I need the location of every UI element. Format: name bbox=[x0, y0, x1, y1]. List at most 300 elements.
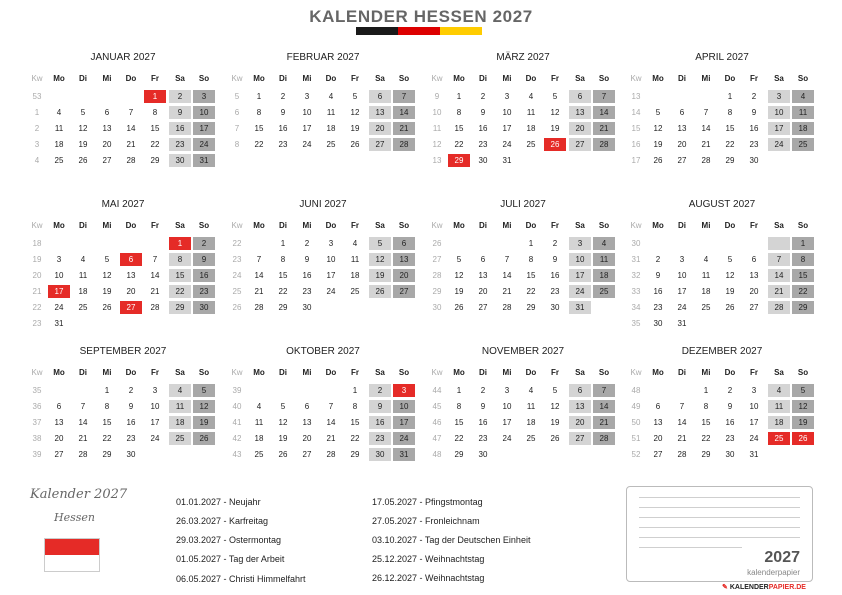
day-cell: 3 bbox=[193, 90, 215, 103]
weekday-header: Mo bbox=[652, 74, 664, 83]
weekday-header: Sa bbox=[774, 74, 784, 83]
day-cell: 26 bbox=[454, 303, 464, 312]
day-cell: 27 bbox=[369, 138, 391, 151]
month-block bbox=[627, 197, 817, 327]
weekday-header: Fr bbox=[351, 221, 359, 230]
day-cell: 17 bbox=[326, 271, 336, 280]
day-cell: 17 bbox=[193, 122, 215, 135]
week-number-header: Kw bbox=[431, 221, 443, 230]
weekday-header: Sa bbox=[375, 368, 385, 377]
week-number: 30 bbox=[631, 239, 641, 248]
day-cell: 22 bbox=[526, 287, 536, 296]
weekday-header: Mi bbox=[502, 74, 512, 83]
weekday-header: Do bbox=[525, 74, 537, 83]
day-cell: 13 bbox=[393, 253, 415, 266]
day-cell: 16 bbox=[725, 418, 735, 427]
day-cell: 1 bbox=[792, 237, 814, 250]
weekday-header: Mi bbox=[302, 368, 312, 377]
flag-stripe-gold bbox=[440, 27, 482, 35]
day-cell: 29 bbox=[102, 450, 112, 459]
day-cell: 20 bbox=[302, 434, 312, 443]
day-cell: 11 bbox=[326, 108, 336, 117]
day-cell: 27 bbox=[569, 432, 591, 445]
day-cell: 3 bbox=[751, 386, 757, 395]
day-cell: 25 bbox=[768, 432, 790, 445]
day-cell: 2 bbox=[480, 386, 486, 395]
month-name: MAI 2027 bbox=[101, 199, 145, 210]
month-name: NOVEMBER 2027 bbox=[481, 346, 565, 357]
day-cell: 16 bbox=[193, 269, 215, 282]
day-cell: 9 bbox=[280, 108, 286, 117]
day-cell: 12 bbox=[725, 271, 735, 280]
day-cell: 25 bbox=[78, 303, 88, 312]
day-cell: 26 bbox=[544, 138, 566, 151]
weekday-header: Di bbox=[279, 368, 287, 377]
day-cell: 6 bbox=[679, 108, 685, 117]
week-number: 17 bbox=[631, 156, 641, 165]
hessen-flag-bottom bbox=[45, 555, 99, 571]
week-number-header: Kw bbox=[431, 74, 443, 83]
day-cell: 14 bbox=[126, 124, 136, 133]
day-cell: 4 bbox=[56, 108, 62, 117]
flag-stripe-black bbox=[356, 27, 398, 35]
day-cell: 11 bbox=[526, 108, 536, 117]
day-cell: 23 bbox=[126, 434, 136, 443]
day-cell: 12 bbox=[792, 400, 814, 413]
day-cell: 5 bbox=[280, 402, 286, 411]
day-cell: 25 bbox=[526, 434, 536, 443]
day-cell: 19 bbox=[193, 416, 215, 429]
day-cell: 29 bbox=[448, 154, 470, 167]
week-number: 33 bbox=[631, 287, 641, 296]
weekday-header: Sa bbox=[575, 368, 585, 377]
weekday-header: Mi bbox=[701, 74, 711, 83]
weekday-header: Di bbox=[479, 368, 487, 377]
day-cell: 15 bbox=[454, 418, 464, 427]
day-cell: 20 bbox=[749, 287, 759, 296]
week-number-header: Kw bbox=[231, 221, 243, 230]
month-name: AUGUST 2027 bbox=[688, 199, 756, 210]
day-cell: 8 bbox=[152, 108, 158, 117]
week-number: 8 bbox=[234, 140, 240, 149]
week-number: 19 bbox=[32, 255, 42, 264]
day-cell: 6 bbox=[104, 108, 110, 117]
day-cell: 23 bbox=[278, 140, 288, 149]
weekday-header: Do bbox=[125, 74, 137, 83]
day-cell: 5 bbox=[552, 386, 558, 395]
day-cell: 23 bbox=[749, 140, 759, 149]
day-cell: 25 bbox=[593, 285, 615, 298]
holiday-item: 01.01.2027 - Neujahr bbox=[176, 497, 261, 507]
month-block bbox=[228, 197, 418, 327]
weekday-header: Mo bbox=[53, 221, 65, 230]
day-cell: 17 bbox=[502, 124, 512, 133]
day-cell: 21 bbox=[677, 434, 687, 443]
day-cell: 21 bbox=[768, 285, 790, 298]
day-cell: 9 bbox=[751, 108, 757, 117]
day-cell: 6 bbox=[569, 90, 591, 103]
weekday-header: So bbox=[598, 74, 610, 83]
weekday-header: So bbox=[598, 368, 610, 377]
month-block bbox=[627, 50, 817, 180]
day-cell: 25 bbox=[254, 450, 264, 459]
day-cell: 21 bbox=[326, 434, 336, 443]
day-cell: 27 bbox=[749, 303, 759, 312]
weekday-header: Mo bbox=[53, 368, 65, 377]
brand-pen-icon: ✎ bbox=[722, 584, 728, 591]
week-number-header: Kw bbox=[630, 221, 642, 230]
day-cell: 9 bbox=[169, 106, 191, 119]
week-number: 10 bbox=[432, 108, 442, 117]
week-number: 48 bbox=[432, 450, 442, 459]
day-cell: 2 bbox=[655, 255, 661, 264]
day-cell: 14 bbox=[593, 106, 615, 119]
month-name: JULI 2027 bbox=[500, 199, 546, 210]
day-cell: 18 bbox=[326, 124, 336, 133]
day-cell: 8 bbox=[792, 253, 814, 266]
day-cell: 14 bbox=[768, 269, 790, 282]
notes-year: 2027 bbox=[764, 549, 800, 566]
day-cell: 23 bbox=[478, 140, 488, 149]
day-cell: 13 bbox=[126, 271, 136, 280]
day-cell: 4 bbox=[593, 237, 615, 250]
notes-line bbox=[639, 527, 800, 528]
weekday-header: Mo bbox=[253, 221, 265, 230]
week-number: 23 bbox=[32, 319, 42, 328]
week-number: 22 bbox=[32, 303, 42, 312]
day-cell: 21 bbox=[502, 287, 512, 296]
day-cell: 30 bbox=[478, 156, 488, 165]
day-cell: 8 bbox=[256, 108, 262, 117]
day-cell: 31 bbox=[393, 448, 415, 461]
weekday-header: So bbox=[797, 368, 809, 377]
month-block bbox=[428, 50, 618, 180]
weekday-header: Do bbox=[325, 74, 337, 83]
day-cell: 2 bbox=[480, 92, 486, 101]
day-cell: 19 bbox=[350, 124, 360, 133]
month-name: MÄRZ 2027 bbox=[496, 52, 550, 63]
day-cell: 19 bbox=[278, 434, 288, 443]
weekday-header: So bbox=[198, 221, 210, 230]
day-cell: 5 bbox=[655, 108, 661, 117]
day-cell: 24 bbox=[326, 287, 336, 296]
day-cell: 24 bbox=[677, 303, 687, 312]
day-cell: 7 bbox=[256, 255, 262, 264]
weekday-header: So bbox=[398, 221, 410, 230]
day-cell: 24 bbox=[393, 432, 415, 445]
day-cell: 6 bbox=[569, 384, 591, 397]
day-cell: 18 bbox=[701, 287, 711, 296]
day-cell: 23 bbox=[369, 432, 391, 445]
day-cell: 12 bbox=[278, 418, 288, 427]
week-number: 40 bbox=[232, 402, 242, 411]
calendar-title: KALENDER HESSEN 2027 bbox=[309, 7, 533, 26]
day-cell: 25 bbox=[792, 138, 814, 151]
month-name: JANUAR 2027 bbox=[90, 52, 156, 63]
day-cell: 28 bbox=[701, 156, 711, 165]
notes-line bbox=[639, 507, 800, 508]
day-cell: 9 bbox=[655, 271, 661, 280]
week-number: 48 bbox=[631, 386, 641, 395]
day-cell: 7 bbox=[593, 384, 615, 397]
week-number: 13 bbox=[432, 156, 442, 165]
day-cell: 26 bbox=[350, 140, 360, 149]
day-cell: 26 bbox=[369, 285, 391, 298]
day-cell: 10 bbox=[502, 108, 512, 117]
day-cell: 1 bbox=[169, 237, 191, 250]
day-cell: 28 bbox=[78, 450, 88, 459]
weekday-header: Mi bbox=[302, 74, 312, 83]
day-cell: 10 bbox=[569, 253, 591, 266]
week-number: 26 bbox=[232, 303, 242, 312]
day-cell: 31 bbox=[677, 319, 687, 328]
day-cell: 2 bbox=[280, 92, 286, 101]
weekday-header: Fr bbox=[551, 74, 559, 83]
day-cell: 18 bbox=[350, 271, 360, 280]
day-cell: 12 bbox=[193, 400, 215, 413]
day-cell: 1 bbox=[256, 92, 262, 101]
day-cell: 22 bbox=[254, 140, 264, 149]
day-cell: 18 bbox=[792, 122, 814, 135]
day-cell: 3 bbox=[679, 255, 685, 264]
week-number: 22 bbox=[232, 239, 242, 248]
day-cell: 14 bbox=[677, 418, 687, 427]
day-cell: 5 bbox=[193, 384, 215, 397]
weekday-header: Mi bbox=[102, 74, 112, 83]
day-cell: 25 bbox=[350, 287, 360, 296]
day-cell: 25 bbox=[526, 140, 536, 149]
day-cell: 30 bbox=[302, 303, 312, 312]
day-cell: 24 bbox=[502, 434, 512, 443]
week-number-header: Kw bbox=[31, 368, 43, 377]
notes-line bbox=[639, 517, 800, 518]
day-cell: 18 bbox=[54, 140, 64, 149]
day-cell: 14 bbox=[150, 271, 160, 280]
day-cell: 15 bbox=[526, 271, 536, 280]
day-cell: 20 bbox=[569, 416, 591, 429]
holiday-item: 29.03.2027 - Ostermontag bbox=[176, 535, 282, 545]
weekday-header: Di bbox=[678, 221, 686, 230]
day-cell: 10 bbox=[393, 400, 415, 413]
day-cell: 27 bbox=[302, 450, 312, 459]
brand-logo[interactable] bbox=[722, 583, 806, 591]
day-cell: 17 bbox=[768, 122, 790, 135]
day-cell: 5 bbox=[552, 92, 558, 101]
weekday-header: Do bbox=[525, 221, 537, 230]
hessen-flag-top bbox=[45, 539, 99, 555]
weekday-header: Do bbox=[724, 368, 736, 377]
day-cell: 8 bbox=[456, 108, 462, 117]
day-cell: 8 bbox=[280, 255, 286, 264]
month-block bbox=[28, 50, 218, 180]
day-cell: 6 bbox=[369, 90, 391, 103]
weekday-header: Fr bbox=[750, 368, 758, 377]
day-cell: 7 bbox=[504, 255, 510, 264]
weekday-header: Do bbox=[325, 368, 337, 377]
day-cell: 13 bbox=[54, 418, 64, 427]
day-cell: 23 bbox=[653, 303, 663, 312]
day-cell: 10 bbox=[502, 402, 512, 411]
month-name: FEBRUAR 2027 bbox=[286, 52, 360, 63]
day-cell: 4 bbox=[792, 90, 814, 103]
day-cell: 28 bbox=[150, 303, 160, 312]
day-cell: 1 bbox=[456, 386, 462, 395]
day-cell: 24 bbox=[502, 140, 512, 149]
weekday-header: Mi bbox=[102, 221, 112, 230]
weekday-header: So bbox=[198, 74, 210, 83]
day-cell: 6 bbox=[120, 253, 142, 266]
day-cell: 28 bbox=[768, 301, 790, 314]
day-cell: 21 bbox=[393, 122, 415, 135]
weekday-header: Sa bbox=[575, 74, 585, 83]
holiday-item: 26.03.2027 - Karfreitag bbox=[176, 516, 269, 526]
day-cell: 29 bbox=[169, 301, 191, 314]
day-cell: 8 bbox=[169, 253, 191, 266]
week-number-header: Kw bbox=[630, 74, 642, 83]
month-block bbox=[228, 50, 418, 180]
day-cell: 22 bbox=[725, 140, 735, 149]
day-cell: 9 bbox=[552, 255, 558, 264]
day-cell: 29 bbox=[454, 450, 464, 459]
day-cell: 17 bbox=[302, 124, 312, 133]
day-cell: 30 bbox=[169, 154, 191, 167]
weekday-header: Di bbox=[479, 221, 487, 230]
flag-stripe-red bbox=[398, 27, 440, 35]
weekday-header: Mo bbox=[453, 368, 465, 377]
day-cell: 6 bbox=[480, 255, 486, 264]
weekday-header: Mi bbox=[502, 368, 512, 377]
weekday-header: Di bbox=[79, 221, 87, 230]
day-cell: 27 bbox=[54, 450, 64, 459]
day-cell: 29 bbox=[278, 303, 288, 312]
day-cell: 30 bbox=[725, 450, 735, 459]
week-number: 35 bbox=[631, 319, 641, 328]
week-number: 31 bbox=[631, 255, 641, 264]
day-cell: 7 bbox=[703, 108, 709, 117]
weekday-header: Sa bbox=[774, 368, 784, 377]
day-cell: 4 bbox=[169, 384, 191, 397]
day-cell: 12 bbox=[454, 271, 464, 280]
day-cell: 26 bbox=[278, 450, 288, 459]
day-cell: 10 bbox=[54, 271, 64, 280]
weekday-header: Di bbox=[79, 368, 87, 377]
month-name: SEPTEMBER 2027 bbox=[79, 346, 167, 357]
weekday-header: So bbox=[198, 368, 210, 377]
day-cell: 29 bbox=[792, 301, 814, 314]
week-number: 25 bbox=[232, 287, 242, 296]
weekday-header: Sa bbox=[175, 74, 185, 83]
weekday-header: Fr bbox=[750, 221, 758, 230]
day-cell: 13 bbox=[102, 124, 112, 133]
day-cell: 6 bbox=[751, 255, 757, 264]
weekday-header: Sa bbox=[575, 221, 585, 230]
week-number: 12 bbox=[432, 140, 442, 149]
holiday-item: 01.05.2027 - Tag der Arbeit bbox=[176, 554, 285, 564]
month-block bbox=[28, 344, 218, 474]
day-cell: 20 bbox=[126, 287, 136, 296]
day-cell: 3 bbox=[504, 386, 510, 395]
day-cell: 31 bbox=[502, 156, 512, 165]
day-cell: 27 bbox=[102, 156, 112, 165]
german-flag-bar bbox=[356, 27, 482, 35]
weekday-header: Mo bbox=[53, 74, 65, 83]
day-cell: 12 bbox=[653, 124, 663, 133]
weekday-header: Mo bbox=[652, 368, 664, 377]
day-cell: 21 bbox=[593, 122, 615, 135]
day-cell: 11 bbox=[768, 400, 790, 413]
day-cell: 10 bbox=[302, 108, 312, 117]
week-number-header: Kw bbox=[431, 368, 443, 377]
day-cell: 27 bbox=[120, 301, 142, 314]
day-cell: 11 bbox=[792, 106, 814, 119]
day-cell: 15 bbox=[701, 418, 711, 427]
month-block bbox=[228, 344, 418, 474]
day-cell: 18 bbox=[768, 416, 790, 429]
week-number: 38 bbox=[32, 434, 42, 443]
day-cell: 1 bbox=[104, 386, 110, 395]
week-number: 15 bbox=[631, 124, 641, 133]
day-cell: 1 bbox=[456, 92, 462, 101]
day-cell: 28 bbox=[593, 432, 615, 445]
notes-box bbox=[626, 486, 813, 582]
day-cell: 4 bbox=[768, 384, 790, 397]
day-cell: 11 bbox=[593, 253, 615, 266]
day-cell: 10 bbox=[150, 402, 160, 411]
day-cell: 2 bbox=[727, 386, 733, 395]
week-number: 46 bbox=[432, 418, 442, 427]
day-cell: 6 bbox=[304, 402, 310, 411]
day-cell: 1 bbox=[352, 386, 358, 395]
weekday-header: So bbox=[797, 74, 809, 83]
day-cell: 16 bbox=[169, 122, 191, 135]
day-cell: 5 bbox=[727, 255, 733, 264]
day-cell: 16 bbox=[653, 287, 663, 296]
day-cell: 27 bbox=[569, 138, 591, 151]
holiday-item: 26.12.2027 - Weihnachtstag bbox=[372, 573, 485, 583]
week-number-header: Kw bbox=[630, 368, 642, 377]
day-cell: 22 bbox=[278, 287, 288, 296]
day-cell: 19 bbox=[792, 416, 814, 429]
day-cell: 6 bbox=[393, 237, 415, 250]
day-cell: 2 bbox=[304, 239, 310, 248]
weekday-header: Do bbox=[125, 221, 137, 230]
month-name: APRIL 2027 bbox=[695, 52, 749, 63]
day-cell: 1 bbox=[703, 386, 709, 395]
day-cell: 28 bbox=[677, 450, 687, 459]
day-cell: 3 bbox=[393, 384, 415, 397]
day-cell: 24 bbox=[302, 140, 312, 149]
day-cell: 7 bbox=[679, 402, 685, 411]
day-cell: 26 bbox=[550, 434, 560, 443]
day-cell: 1 bbox=[144, 90, 166, 103]
day-cell: 27 bbox=[677, 156, 687, 165]
day-cell: 20 bbox=[54, 434, 64, 443]
day-cell: 16 bbox=[478, 124, 488, 133]
weekday-header: So bbox=[797, 221, 809, 230]
day-cell: 18 bbox=[526, 124, 536, 133]
weekday-header: So bbox=[398, 74, 410, 83]
day-cell: 13 bbox=[653, 418, 663, 427]
brand-prefix: KALENDER bbox=[729, 584, 769, 591]
day-cell: 16 bbox=[369, 416, 391, 429]
day-cell: 7 bbox=[152, 255, 158, 264]
day-cell: 13 bbox=[302, 418, 312, 427]
day-cell: 31 bbox=[749, 450, 759, 459]
day-cell: 19 bbox=[550, 124, 560, 133]
day-cell: 23 bbox=[169, 138, 191, 151]
weekday-header: Di bbox=[479, 74, 487, 83]
weekday-header: Fr bbox=[351, 74, 359, 83]
